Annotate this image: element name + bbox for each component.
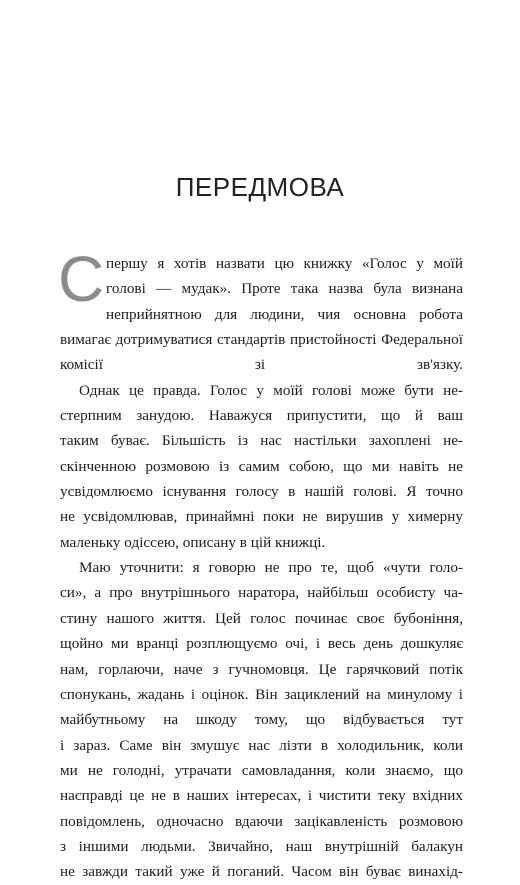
text-line: усвідомлюємо існування голосу в нашій голові. Я точно [60,483,463,501]
body-text [60,251,463,885]
text-line: не усвідомлював, принаймні поки не вирушив у химерну [60,508,463,526]
drop-cap-letter: С [58,243,105,315]
text-line: маленьку одіссею, описану в цій книжці. [60,533,326,551]
text-line: першу я хотів назвати цю книжку «Голос у моїй [106,255,463,272]
text-line: повідомлень, одночасно вдаючи зацікавленість розмовою [60,812,463,830]
text-line: і зараз. Саме він змушує нас лізти в холодильник, коли [60,736,463,754]
text-line: Маю уточнити: я говорю не про те, щоб «чути голо- [79,559,463,577]
text-line: скінченною розмовою із самим собою, що ми навіть не [60,457,463,475]
text-line: насправді це не в наших інтересах, і чистити теку вхідних [60,787,463,805]
text-line: вимагає дотримуватися стандартів пристойності Федеральної комісії зі зв'язку. [60,331,463,374]
text-line: таким буває. Більшість із нас настільки захоплені не- [60,432,463,450]
text-line: неприйнятною для людини, чия основна робота [106,305,463,323]
text-line: щойно ми вранці розплющуємо очі, і весь день дошкуляє [60,635,463,653]
text-line: з іншими людьми. Звичайно, наш внутрішній балакун [60,837,463,855]
chapter-title: ПЕРЕДМОВА [175,172,345,202]
text-line: Однак це правда. Голос у моїй голові може бути не- [79,381,463,399]
text-line: голові — мудак». Проте така назва була визнана [106,280,463,298]
text-line: ми не голодні, утрачати самовладання, коли знаємо, що [60,761,463,779]
text-line: си», а про внутрішнього наратора, найбільш особисту ча- [60,584,463,602]
text-line: спонукань, жадань і оцінок. Він зациклений на минулому і майбутньому на шкоду тому, що відбувається тут [60,685,463,729]
text-line: стерпним занудою. Наважуся припустити, що й ваш [60,407,463,425]
text-line: не завжди такий уже й поганий. Часом він буває винахід- [60,863,463,881]
text-line: нам, горлаючи, наче з гучномовця. Це гарячковий потік [60,660,463,678]
text-line: стину нашого життя. Цей голос починає своє бубоніння, [60,609,463,627]
